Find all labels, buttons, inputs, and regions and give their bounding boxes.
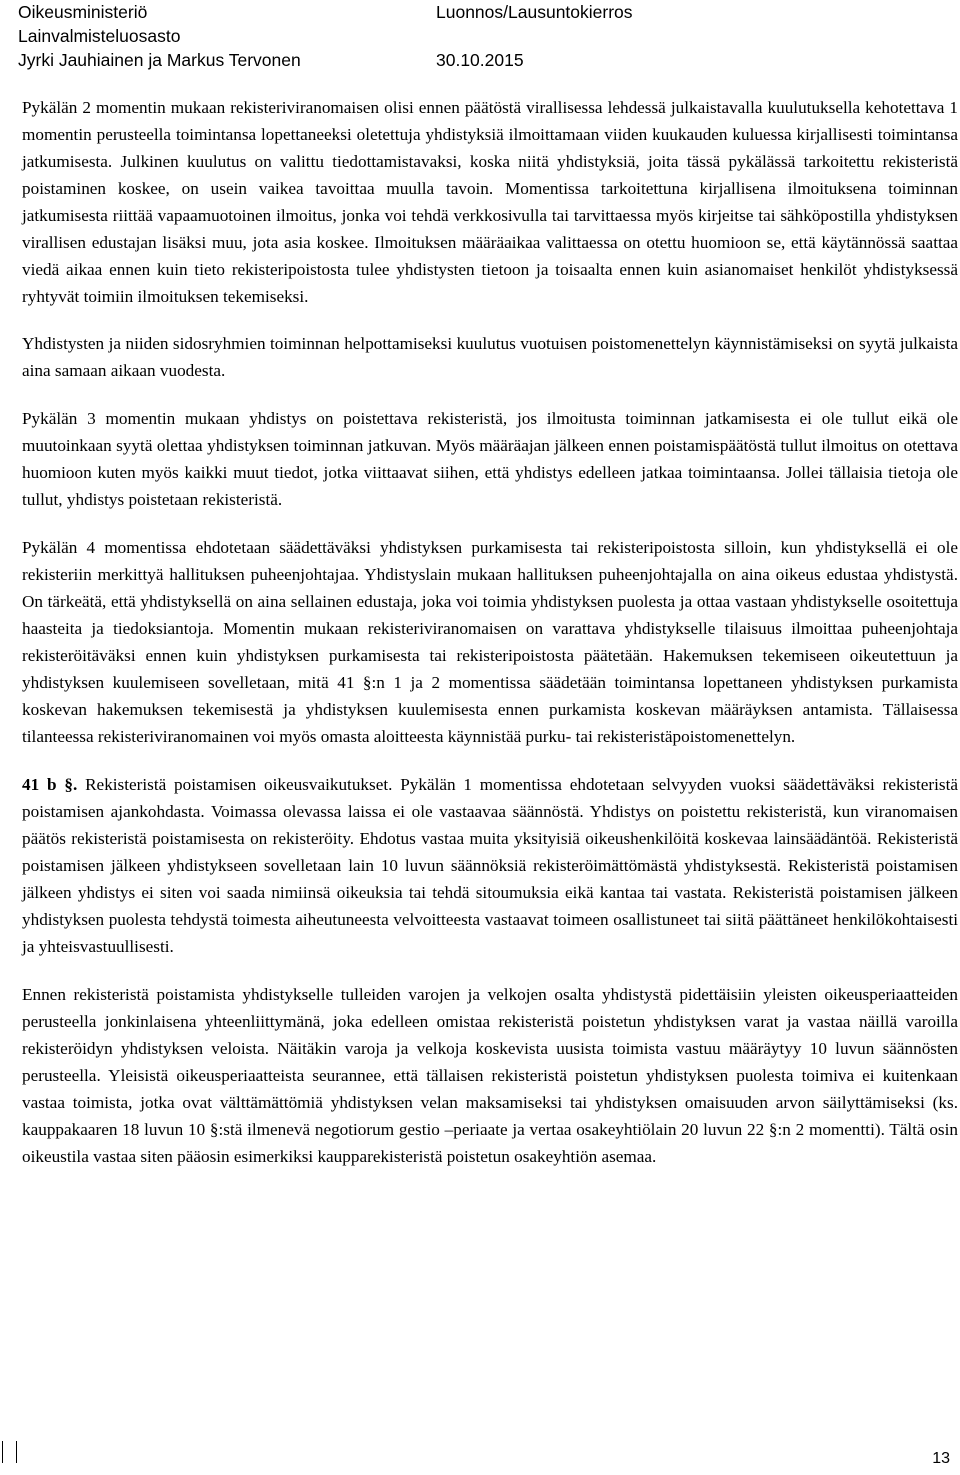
paragraph-5-text: Rekisteristä poistamisen oikeusvaikutukset. Pykälän 1 momentissa ehdotetaan selvyyden vuoksi säädettäväksi rekisteristä poistamisen ajankohdasta. Voimassa olevassa laissa ei ole vastaavaa säännöstä. Yhdistys on poistettu rekisteristä, kun viranomaisen päätös rekisteristä poistamisesta on rekisteröity. Ehdotus vastaa muita yksityisiä oikeushenkilöitä koskevaa lainsäädäntöä. Rekisteristä poistamisen jälkeen yhdistykseen sovelletaan lain 10 luvun säännöksiä rekisteröimättömästä yhdistyksestä. Rekisteristä poistamisen jälkeen yhdistys ei siten voi saada nimiinsä oikeuksia tai tehdä sitoumuksia eikä kantaa tai vastata. Rekisteristä poistamisen jälkeen yhdistyksen puolesta tehdystä toimesta aiheutuneesta velvoitteesta vastaavat toimeen osallistuneet tai siitä päättäneet henkilökohtaisesti ja yhteisvastuullisesti. — [22, 775, 959, 956]
page-header — [18, 0, 958, 72]
document-body — [22, 94, 958, 1191]
change-bar — [16, 1441, 17, 1463]
page-number: 13 — [932, 1450, 950, 1467]
header-status: Luonnos/Lausuntokierros — [436, 2, 633, 22]
header-row-3 — [18, 48, 958, 72]
header-date: 30.10.2015 — [436, 50, 524, 70]
change-bar — [2, 1441, 3, 1463]
header-row-2 — [18, 24, 958, 48]
header-ministry: Oikeusministeriö — [18, 2, 148, 22]
paragraph-4: Pykälän 4 momentissa ehdotetaan säädettäväksi yhdistyksen purkamisesta tai rekisteripoistosta silloin, kun yhdistyksellä ei ole rekisteriin merkittyä hallituksen puheenjohtajaa. Yhdistyslain mukaan hallituksen puheenjohtajalla on aina oikeus edustaa yhdistystä. On tärkeätä, että yhdistyksellä on aina sellainen edustaja, joka voi toimia yhdistyksen puolesta ja ottaa vastaan yhdistykselle osoitettuja haasteita ja tiedoksiantoja. Momentin mukaan rekisteriviranomaisen on varattava yhdistykselle tilaisuus ilmoittaa puheenjohtaja rekisteröitäväksi ennen kuin yhdistyksen purkamisesta tai rekisteripoistosta päätetään. Hakemuksen tekemiseen oikeutettuun ja yhdistyksen kuulemiseen sovelletaan, mitä 41 §:n 1 ja 2 momentissa säädetään toimintansa lopettaneen yhdistyksen purkamista koskevan hakemuksen tekemisestä ja yhdistyksen kuulemisesta ennen purkamista koskevan määräyksen antamista. Tällaisessa tilanteessa rekisteriviranomainen voi myös omasta aloitteesta käynnistää purku- tai rekisteristäpoistomenettelyn. — [22, 538, 958, 746]
paragraph-1: Pykälän 2 momentin mukaan rekisteriviranomaisen olisi ennen päätöstä virallisessa lehdessä julkaistavalla kuulutuksella kehotettava 1 momentin perusteella toimintansa lopettaneeksi oletettuja yhdistyksiä ilmoittamaan viiden kuukauden kuluessa kirjallisesti toimintansa jatkumisesta. Julkinen kuulutus on valittu tiedottamistavaksi, koska niitä yhdistyksiä, joita tässä pykälässä tarkoitettu rekisteristä poistaminen koskee, on usein vaikea tavoittaa muulla tavoin. Momentissa tarkoitettuna kirjallisena ilmoituksena toiminnan jatkumisesta riittää vapaamuotoinen ilmoitus, jonka voi tehdä verkkosivulla tai tarvittaessa myös kirjeitse tai sähköpostilla yhdistyksen virallisen edustajan lisäksi muu, jota asia koskee. Ilmoituksen määräaikaa valittaessa on otettu huomioon se, että käytännössä saattaa viedä aikaa ennen kuin tieto rekisteripoistosta tulee yhdistysten tietoon ja toisaalta ennen kuin asianomaiset henkilöt yhdistyksessä ryhtyvät toimiin ilmoituksen tekemiseksi. — [22, 98, 958, 306]
header-row-1 — [18, 0, 958, 24]
paragraph-5 — [22, 771, 958, 960]
paragraph-3: Pykälän 3 momentin mukaan yhdistys on poistettava rekisteristä, jos ilmoitusta toiminnan jatkamisesta ei ole tullut eikä ole muutoinkaan syytä olettaa yhdistyksen toiminnan jatkuvan. Myös määräajan jälkeen ennen poistamispäätöstä tullut ilmoitus on otettava huomioon kuten myös kaikki muut tiedot, jotka viittaavat siihen, että yhdistys edelleen jatkaa toimintaansa. Jollei tällaisia tietoja ole tullut, yhdistys poistetaan rekisteristä. — [22, 409, 958, 509]
section-number: 41 b §. — [22, 775, 78, 794]
header-authors: Jyrki Jauhiainen ja Markus Tervonen — [18, 50, 301, 70]
paragraph-2: Yhdistysten ja niiden sidosryhmien toiminnan helpottamiseksi kuulutus vuotuisen poistomenettelyn käynnistämiseksi on syytä julkaista aina samaan aikaan vuodesta. — [22, 334, 958, 380]
header-department: Lainvalmisteluosasto — [18, 26, 181, 46]
paragraph-6: Ennen rekisteristä poistamista yhdistykselle tulleiden varojen ja velkojen osalta yhdistystä pidettäisiin yleisten oikeusperiaatteiden perusteella jonkinlaisena yhteenliittymänä, joka edelleen omistaa rekisteristä poistetun yhdistyksen varat ja vastaa näillä varoilla rekisteröidyn yhdistyksen veloista. Näitäkin varoja ja velkoja koskevista uusista toimista vastuu määräytyy 10 luvun säännösten perusteella. Yleisistä oikeusperiaatteista seurannee, että tällaisen rekisteristä poistetun yhdistyksen puolesta toimiva ei kuitenkaan vastaa toimista, jotka ovat välttämättömiä yhdistyksen velan maksamiseksi tai yhdistyksen omaisuuden arvon säilyttämiseksi (ks. kauppakaaren 18 luvun 10 §:stä ilmenevä negotiorum gestio –periaate ja vertaa osakeyhtiölain 20 luvun 22 §:n 2 momentti). Tältä osin oikeustila vastaa siten pääosin esimerkiksi kaupparekisteristä poistetun osakeyhtiön asemaa. — [22, 985, 958, 1166]
